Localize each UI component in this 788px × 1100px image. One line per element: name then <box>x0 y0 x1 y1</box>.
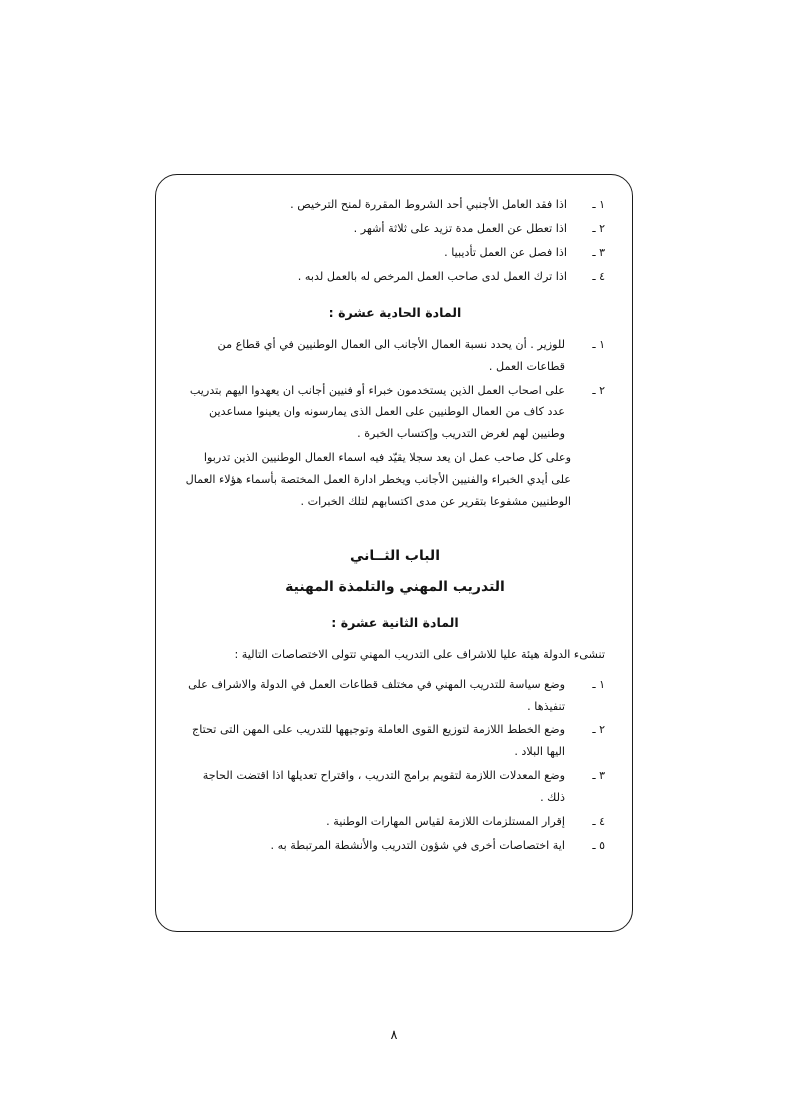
list-item-text: اذا ترك العمل لدى صاحب العمل المرخص له بالعمل لدبه . <box>297 269 567 283</box>
list-item-text: اذا فقد العامل الأجنبي أحد الشروط المقررة لمنح الترخيص . <box>290 198 567 211</box>
list-item-text: اية اختصاصات أخرى في شؤون التدريب والأنشطة المرتبطة به . <box>270 838 565 852</box>
list-item-number: ٣ ـ <box>592 245 605 259</box>
conditions-list <box>185 194 605 287</box>
list-item-number: ٢ ـ <box>592 383 605 397</box>
list-item-number: ٤ ـ <box>592 269 605 283</box>
article-twelve-list <box>185 674 605 857</box>
list-item <box>185 811 605 833</box>
article-twelve-heading: المادة الثانية عشرة : <box>331 615 459 631</box>
list-item-number: ١ ـ <box>592 677 605 691</box>
list-item-number: ١ ـ <box>592 337 605 351</box>
article-twelve-lead: تنشىء الدولة هيئة عليا للاشراف على التدريب المهني تتولى الاختصاصات التالية : <box>234 647 605 661</box>
chapter-title-line2: التدريب المهني والتلمذة المهنية <box>285 578 505 595</box>
list-item-number: ١ ـ <box>592 198 605 211</box>
list-item-text: اذا تعطل عن العمل مدة تزيد على ثلاثة أشهر . <box>353 221 567 235</box>
list-item-text: إقرار المستلزمات اللازمة لقياس المهارات الوطنية . <box>326 814 565 828</box>
list-item-text: للوزير . أن يحدد نسبة العمال الأجانب الى العمال الوطنيين في أي قطاع من قطاعات العمل . <box>217 337 565 373</box>
page-number: ٨ <box>390 1028 398 1043</box>
list-item-text: على اصحاب العمل الذين يستخدمون خبراء أو فنيين أجانب ان يعهدوا اليهم بتدريب عدد كاف من العمال الوطنيين على العمل الذى يمارسونه وان يعينوا مساعدين وطنيين لهم لغرض التدريب وإكتساب الخبرة . <box>189 383 565 441</box>
list-item <box>185 674 605 718</box>
list-item <box>185 266 605 288</box>
list-item-number: ٢ ـ <box>592 723 605 737</box>
list-item-number: ٤ ـ <box>592 814 605 828</box>
list-item-number: ٥ ـ <box>592 838 605 852</box>
list-item <box>185 334 605 378</box>
article-eleven-heading: المادة الحادية عشرة : <box>328 305 462 321</box>
list-item <box>185 194 605 216</box>
chapter-title-line1: الباب الثــاني <box>350 547 440 564</box>
list-item-number: ٢ ـ <box>592 221 605 235</box>
list-item-text: اذا فصل عن العمل تأديبيا . <box>444 245 567 259</box>
article-eleven-paragraph: وعلى كل صاحب عمل ان يعد سجلا يقيّد فيه اسماء العمال الوطنيين الذين تدربوا على أيدي الخبراء والفنيين الأجانب ويخطر ادارة العمل المختصة بأسماء هؤلاء العمال الوطنيين مشفوعا بتقرير عن مدى اكتسابهم لتلك الخبرات . <box>185 451 571 508</box>
list-item <box>185 835 605 857</box>
chapter-title <box>185 543 605 602</box>
page-content <box>185 194 605 914</box>
list-item-number: ٣ ـ <box>592 769 605 783</box>
list-item <box>185 380 605 446</box>
list-item-text: وضع الخطط اللازمة لتوزيع القوى العاملة وتوجيهها للتدريب على المهن التى تحتاج اليها البلاد . <box>192 723 565 759</box>
article-eleven-list <box>185 334 605 445</box>
list-item <box>185 218 605 240</box>
list-item <box>185 765 605 809</box>
list-item-text: وضع سياسة للتدريب المهني في مختلف قطاعات العمل في الدولة والاشراف على تنفيذها . <box>188 677 565 713</box>
list-item <box>185 719 605 763</box>
list-item-text: وضع المعدلات اللازمة لتقويم برامج التدريب ، واقتراح تعديلها اذا اقتضت الحاجة ذلك . <box>202 769 565 804</box>
list-item <box>185 242 605 264</box>
